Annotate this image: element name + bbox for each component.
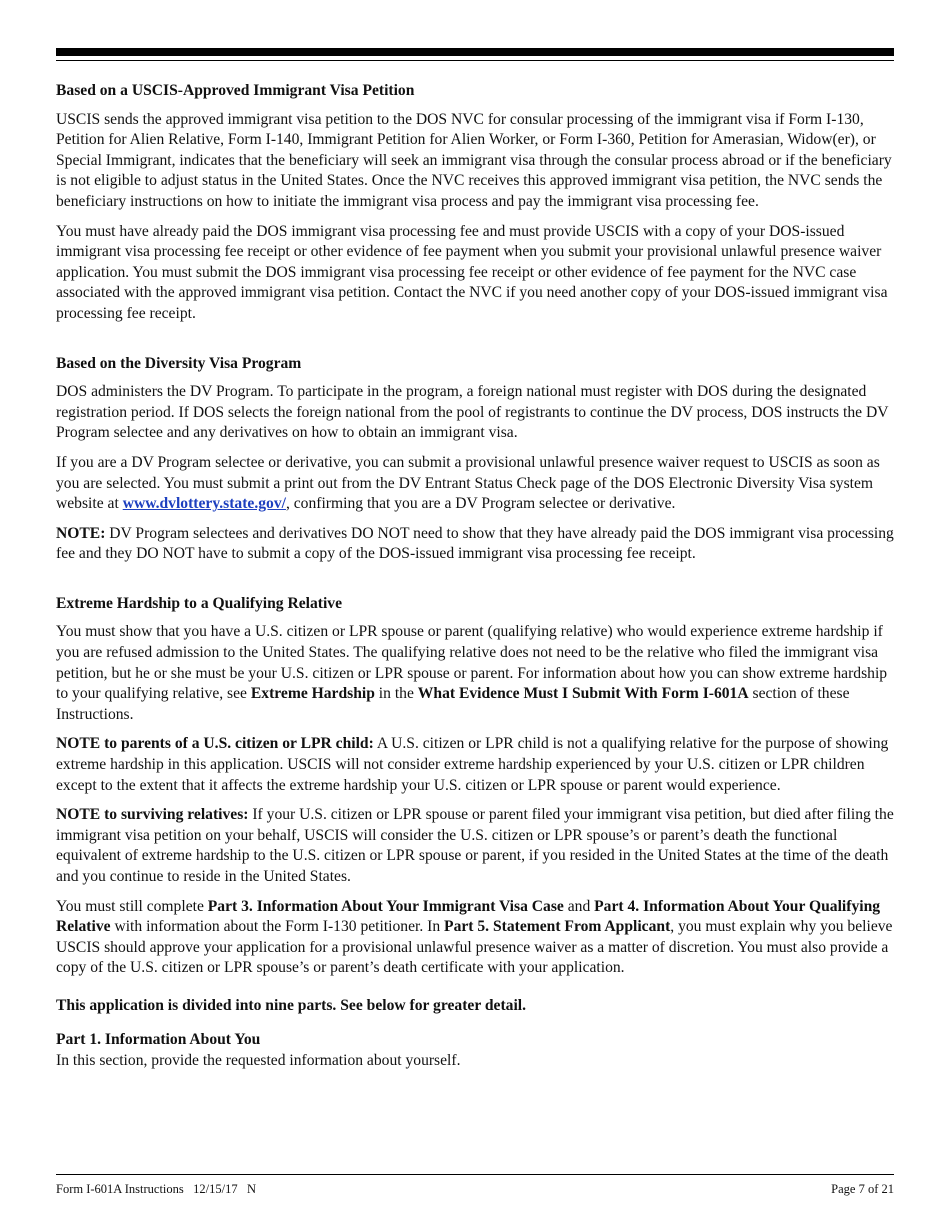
part1-text: In this section, provide the requested information about yourself. <box>56 1052 461 1070</box>
diversity-paragraph-1: DOS administers the DV Program. To participate in the program, a foreign national must register with DOS during the designated registration period. If DOS selects the foreign national from the pool of registrants to continue the DV process, DOS instructs the DV Program selectee and any derivatives on how to obtain an immigrant visa. <box>56 383 889 442</box>
hardship-p2-bold-2: Part 4. Information About Your Qualifying Relative <box>56 897 881 936</box>
hardship-p1-text-3: section of these Instructions. <box>56 685 850 723</box>
hardship-p2-bold-1: Part 3. Information About Your Immigrant Visa Case <box>207 897 564 915</box>
note-text: DV Program selectees and derivatives DO NOT need to show that they have already paid the DOS immigrant visa processing fee and they DO NOT have to submit a copy of the DOS-issued immigrant visa processing fee receipt. <box>56 524 894 563</box>
hardship-paragraph-1 <box>56 622 894 725</box>
note-surviving <box>56 805 894 887</box>
hardship-p2-text-1: You must still complete <box>56 897 208 915</box>
hardship-p2-text-2: and <box>563 897 595 915</box>
hardship-p1-text-2: in the <box>374 685 418 703</box>
note-surviving-text: If your U.S. citizen or LPR spouse or parent filed your immigrant visa petition, but died after filing the immigrant visa petition on your behalf, USCIS will consider the U.S. citizen or LPR spouse’s or parent’s death the functional equivalent of extreme hardship to the U.S. citizen or LPR spouse or parent, if you resided in the United States at the time of the death and you continue to reside in the United States. <box>56 806 894 885</box>
note-parents <box>56 734 894 796</box>
diversity-paragraph-2 <box>56 453 894 515</box>
petition-paragraph-1: USCIS sends the approved immigrant visa petition to the DOS NVC for consular processing of the immigrant visa if Form I-130, Petition for Alien Relative, Form I-140, Immigrant Petition for Alien Worker, or Form I-360, Petition for Amerasian, Widow(er), or Special Immigrant, indicates that the beneficiary will seek an immigrant visa through the consular process abroad or if the beneficiary is not eligible to adjust status in the United States. Once the NVC receives this approved immigrant visa petition, the NVC sends the beneficiary instructions on how to initiate the immigrant visa process and pay the immigrant visa processing fee. <box>56 110 892 210</box>
note-label: NOTE: <box>56 524 106 542</box>
footer-page-number: Page 7 of 21 <box>831 1182 894 1196</box>
note-parents-text: A U.S. citizen or LPR child is not a qualifying relative for the purpose of showing extreme hardship in this application. USCIS will not consider extreme hardship experienced by your U.S. citizen or LPR children except to the extent that it affects the extreme hardship your U.S. citizen or LPR spouse or parent would experience. <box>56 735 889 794</box>
hardship-p1-bold-2: What Evidence Must I Submit With Form I-601A <box>417 685 749 703</box>
diversity-p2-text-2: , confirming that you are a DV Program selectee or derivative. <box>285 495 676 513</box>
header-rule-thick <box>56 48 894 56</box>
divided-statement: This application is divided into nine parts. See below for greater detail. <box>56 996 527 1014</box>
footer-rule <box>56 1174 894 1175</box>
petition-paragraph-2: You must have already paid the DOS immigrant visa processing fee and must provide USCIS with a copy of your DOS-issued immigrant visa processing fee receipt or other evidence of fee payment when you submit your provisional unlawful presence waiver application. You must submit the DOS immigrant visa processing fee receipt or other evidence of fee payment for the NVC case associated with the approved immigrant visa petition. Contact the NVC if you need another copy of your DOS-issued immigrant visa processing fee receipt. <box>56 222 888 322</box>
page-content <box>56 72 894 1081</box>
hardship-p1-text-1: You must show that you have a U.S. citizen or LPR spouse or parent (qualifying relative) who would experience extreme hardship if you are refused admission to the United States. The qualifying relative does not need to be the relative who filed the immigrant visa petition, but he or she must be your U.S. citizen or LPR spouse or parent. For information about how you can show extreme hardship to your qualifying relative, see <box>56 623 888 703</box>
note-surviving-label: NOTE to surviving relatives: <box>56 806 249 824</box>
hardship-p2-text-3: with information about the Form I-130 petitioner. In <box>110 918 445 936</box>
hardship-paragraph-2 <box>56 897 894 979</box>
dv-lottery-link[interactable]: www.dvlottery.state.gov/ <box>122 495 286 513</box>
section-heading-hardship: Extreme Hardship to a Qualifying Relative <box>56 594 343 612</box>
diversity-note <box>56 524 894 565</box>
footer-form-id: Form I-601A Instructions 12/15/17 N <box>56 1182 256 1196</box>
diversity-p2-text-1: If you are a DV Program selectee or derivative, you can submit a provisional unlawful presence waiver request to USCIS as soon as you are selected. You must submit a print out from the DV Entrant Status Check page of the DOS Electronic Diversity Visa system website at <box>56 453 880 513</box>
section-heading-diversity: Based on the Diversity Visa Program <box>56 354 302 372</box>
note-parents-label: NOTE to parents of a U.S. citizen or LPR child: <box>56 735 374 753</box>
hardship-p2-bold-3: Part 5. Statement From Applicant <box>444 918 671 936</box>
hardship-p2-text-4: , you must explain why you believe USCIS should approve your application for a provisional unlawful presence waiver as a matter of discretion. You must also provide a copy of the U.S. citizen or LPR spouse’s or parent’s death certificate with your application. <box>56 918 893 977</box>
header-rule-thin <box>56 60 894 61</box>
part1-heading: Part 1. Information About You <box>56 1030 261 1048</box>
section-heading-petition: Based on a USCIS-Approved Immigrant Visa Petition <box>56 82 415 99</box>
hardship-p1-bold-1: Extreme Hardship <box>250 685 375 703</box>
